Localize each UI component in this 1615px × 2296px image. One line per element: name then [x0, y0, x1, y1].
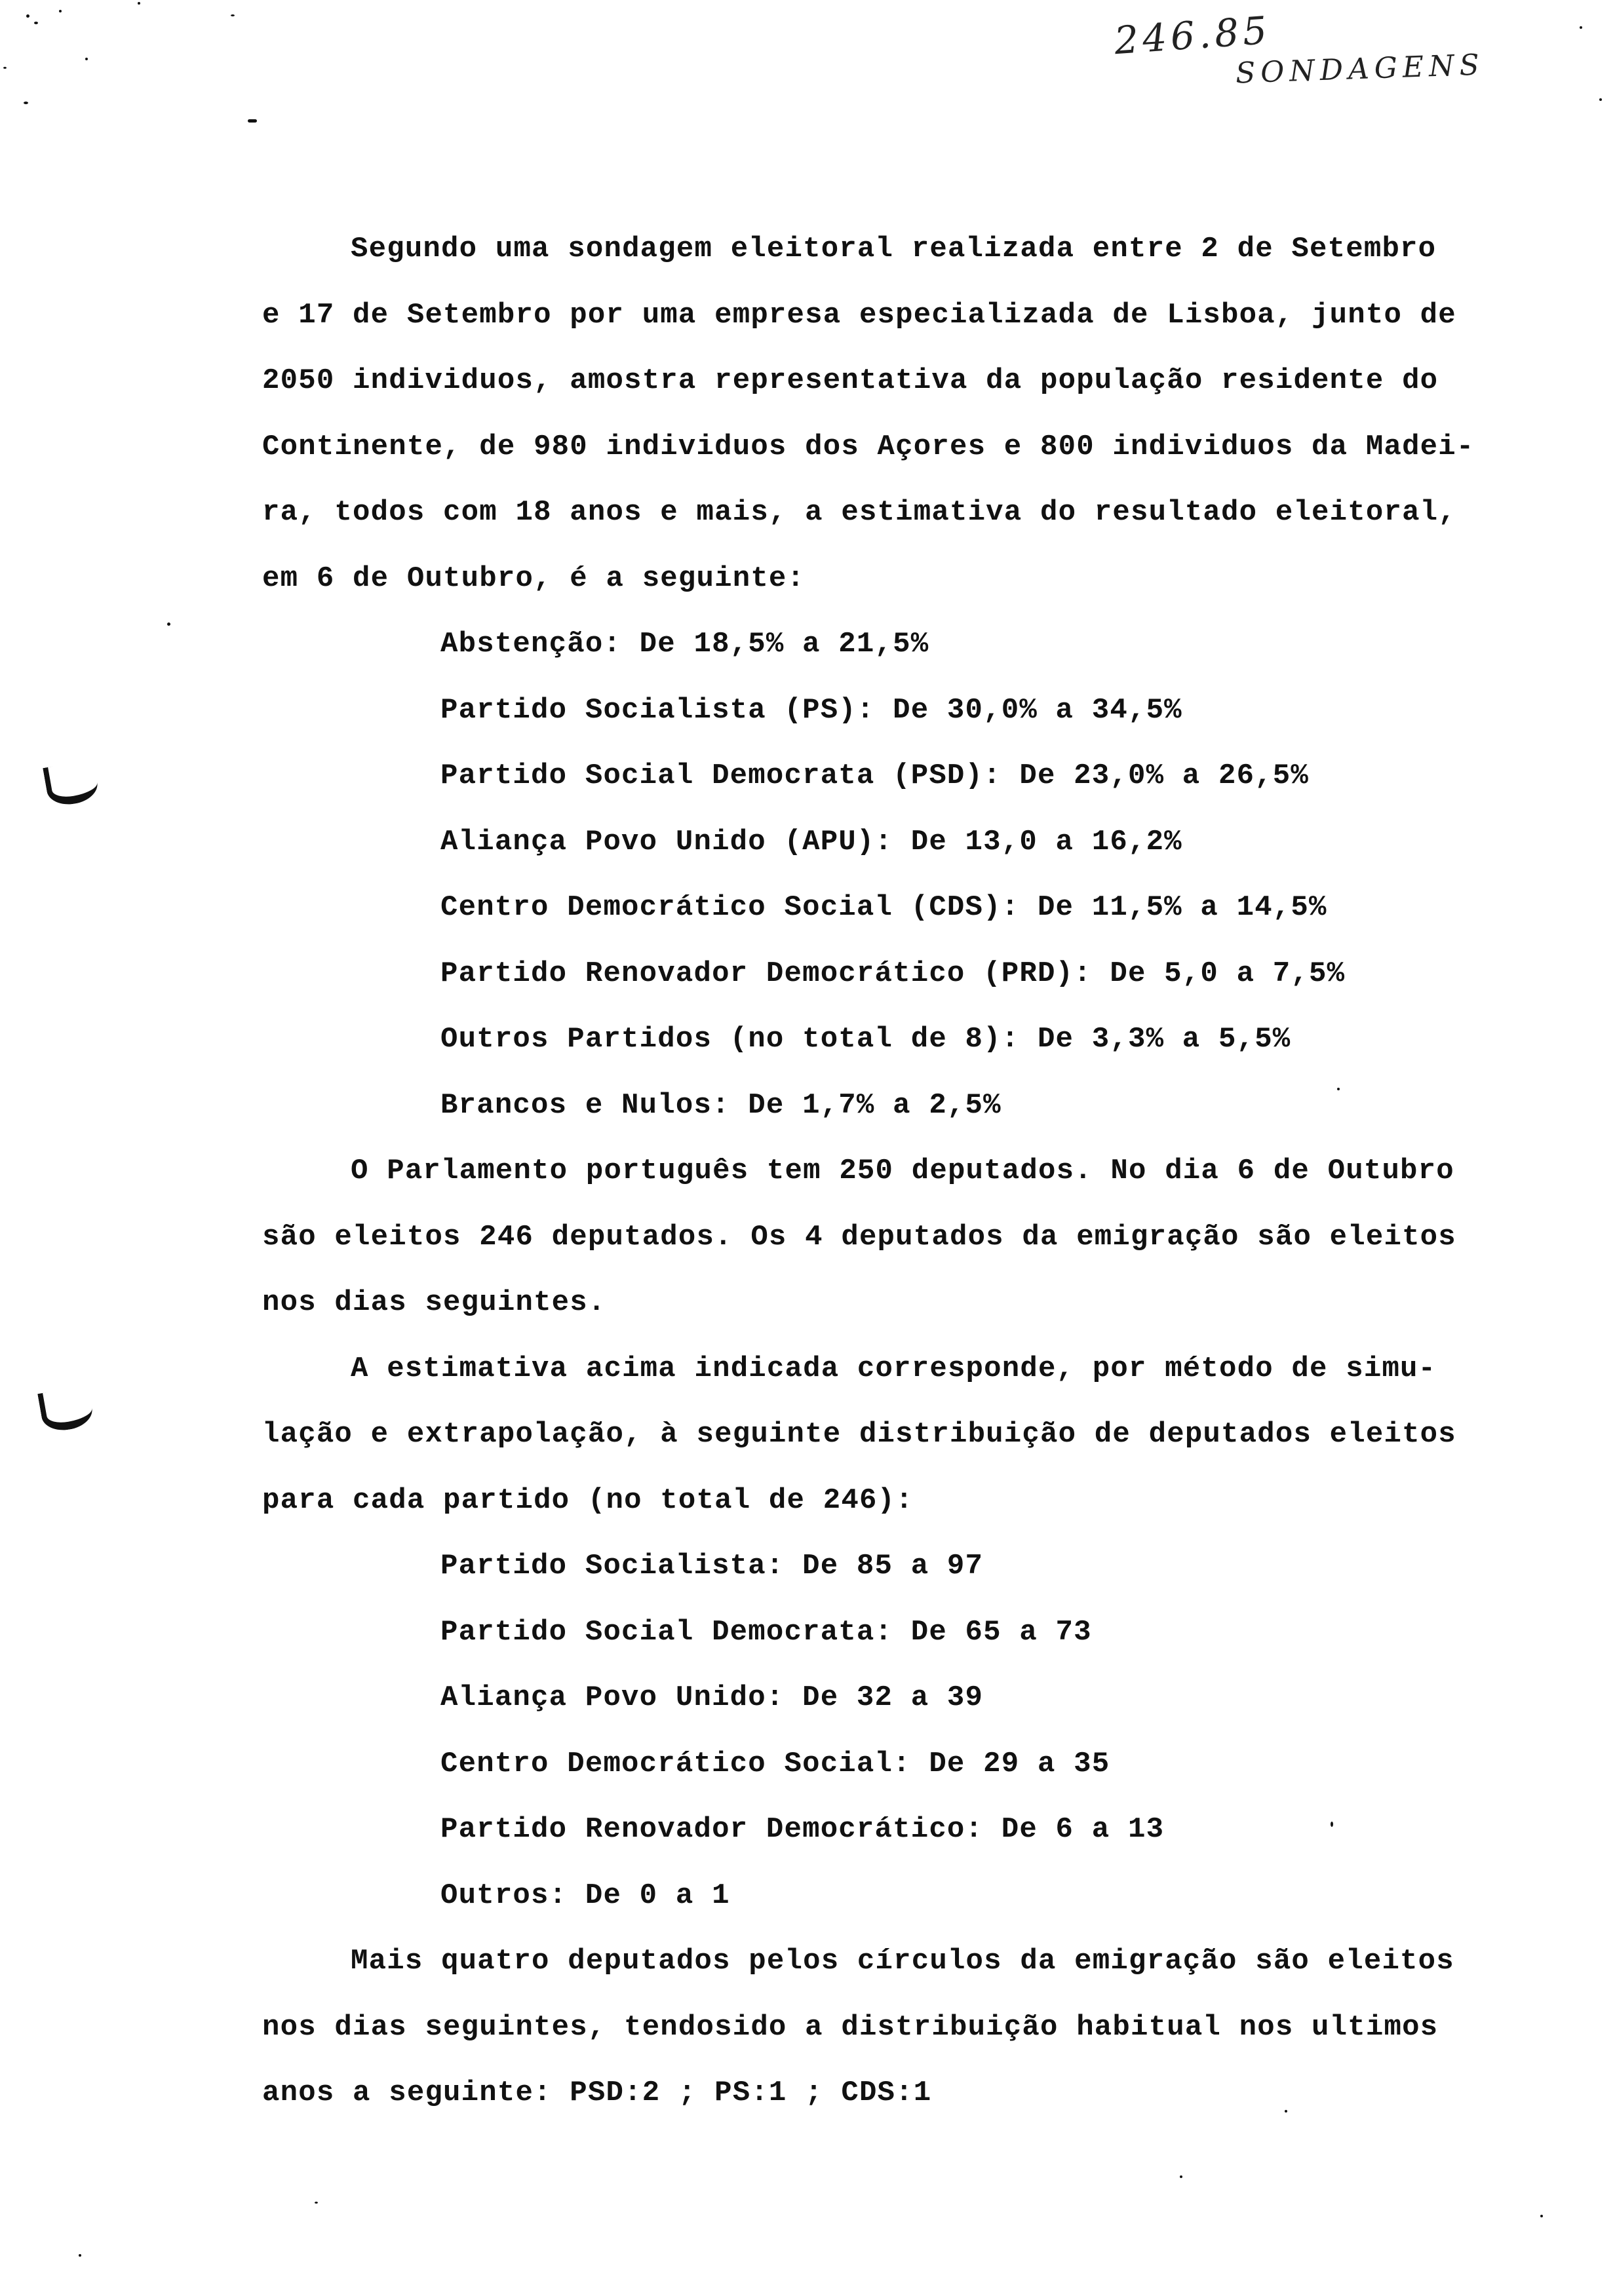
text-line: para cada partido (no total de 246): [262, 1483, 914, 1517]
scan-speck [1337, 1088, 1340, 1090]
text-line: Mais quatro deputados pelos círculos da emigração são eleitos [351, 1945, 1454, 1978]
simulation-paragraph [262, 1336, 1456, 1534]
vote-estimate-blank-null: Brancos e Nulos: De 1,7% a 2,5% [440, 1088, 1002, 1122]
vote-estimate-others: Outros Partidos (no total de 8): De 3,3% a 5,5% [440, 1023, 1291, 1056]
vote-estimate-prd: Partido Renovador Democrático (PRD): De 5,0 a 7,5% [440, 957, 1346, 990]
scan-speck [79, 2254, 81, 2257]
text-line: nos dias seguintes. [262, 1286, 606, 1319]
seat-estimate-list [262, 1533, 1449, 1928]
vote-estimate-abstention: Abstenção: De 18,5% a 21,5% [440, 628, 929, 660]
emigration-paragraph [262, 1928, 1454, 2126]
text-line: anos a seguinte: PSD:2 ; PS:1 ; CDS:1 [262, 2076, 932, 2109]
scan-speck [26, 14, 29, 18]
scan-speck [1331, 1822, 1333, 1827]
stray-mark [248, 119, 257, 123]
scan-speck [1580, 26, 1582, 29]
seat-estimate-ps: Partido Socialista: De 85 a 97 [440, 1550, 984, 1582]
scan-speck [315, 2202, 318, 2204]
text-line: em 6 de Outubro, é a seguinte: [262, 562, 806, 595]
seat-estimate-psd: Partido Social Democrata: De 65 a 73 [440, 1615, 1092, 1649]
scan-speck [1599, 98, 1602, 101]
scan-speck [3, 67, 7, 69]
text-line: lação e extrapolação, à seguinte distribuição de deputados eleitos [262, 1418, 1456, 1451]
text-line: nos dias seguintes, tendosido a distribuição habitual nos ultimos [262, 2010, 1439, 2044]
intro-paragraph [262, 216, 1475, 611]
vote-estimate-apu: Aliança Povo Unido (APU): De 13,0 a 16,2% [440, 825, 1182, 858]
vote-estimate-ps: Partido Socialista (PS): De 30,0% a 34,5% [440, 693, 1182, 727]
vote-estimate-cds: Centro Democrático Social (CDS): De 11,5% a 14,5% [440, 891, 1327, 924]
parliament-paragraph [262, 1138, 1456, 1336]
handwritten-category-tag: SONDAGENS [1235, 48, 1485, 90]
text-line: 2050 individuos, amostra representativa da população residente do [262, 364, 1439, 397]
text-line: e 17 de Setembro por uma empresa especializada de Lisboa, junto de [262, 298, 1456, 332]
scan-speck [85, 58, 88, 60]
text-line: O Parlamento português tem 250 deputados. No dia 6 de Outubro [351, 1155, 1454, 1187]
scan-speck [167, 622, 170, 626]
scan-speck [1285, 2110, 1287, 2113]
seat-estimate-others: Outros: De 0 a 1 [440, 1879, 730, 1912]
text-line: Continente, de 980 individuos dos Açores e 800 individuos da Madei- [262, 430, 1475, 463]
handwritten-document-code: 246.85 [1112, 7, 1273, 64]
scan-speck [24, 102, 28, 104]
scan-speck [231, 14, 235, 16]
text-line: A estimativa acima indicada corresponde, por método de simu- [351, 1352, 1437, 1385]
text-line: Segundo uma sondagem eleitoral realizada entre 2 de Setembro [351, 233, 1437, 265]
seat-estimate-apu: Aliança Povo Unido: De 32 a 39 [440, 1681, 984, 1714]
scan-speck [138, 2, 140, 5]
seat-estimate-cds: Centro Democrático Social: De 29 a 35 [440, 1747, 1110, 1780]
scan-speck [1540, 2215, 1543, 2217]
punch-hole-mark-lower [37, 1385, 95, 1434]
scan-speck [1180, 2175, 1182, 2178]
punch-hole-mark-upper [43, 759, 100, 809]
text-line: ra, todos com 18 anos e mais, a estimativa do resultado eleitoral, [262, 496, 1456, 529]
scan-speck [34, 22, 38, 24]
document-body [262, 216, 1475, 2126]
text-line: são eleitos 246 deputados. Os 4 deputados da emigração são eleitos [262, 1220, 1456, 1253]
seat-estimate-prd: Partido Renovador Democrático: De 6 a 13 [440, 1813, 1165, 1846]
scan-speck [59, 10, 62, 12]
vote-estimate-psd: Partido Social Democrata (PSD): De 23,0% a 26,5% [440, 759, 1310, 792]
vote-estimate-list [262, 611, 1449, 1138]
